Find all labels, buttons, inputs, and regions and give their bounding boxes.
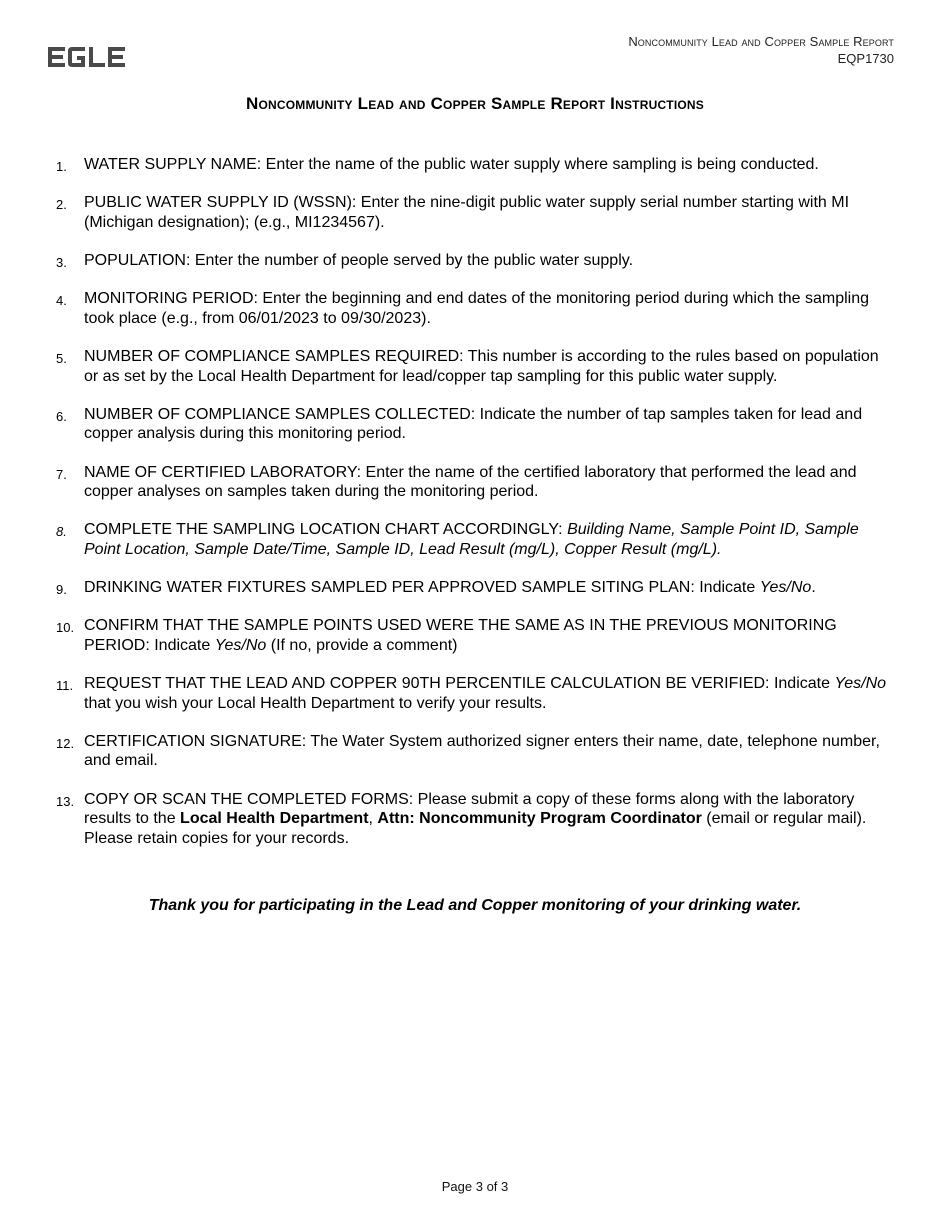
instruction-list	[0, 155, 950, 867]
list-item: 11. REQUEST THAT THE LEAD AND COPPER 90TH PERCENTILE CALCULATION BE VERIFIED: Indicate Yes/No that you wish your Local Health Department to verify your results.	[56, 675, 887, 712]
list-item: 5. NUMBER OF COMPLIANCE SAMPLES REQUIRED: This number is according to the rules based on population or as set by the Local Health Department for lead/copper tap sampling for this public water supply.	[56, 347, 879, 385]
list-item: 7. NAME OF CERTIFIED LABORATORY: Enter the name of the certified laboratory that performed the lead and copper analyses on samples taken during the monitoring period.	[56, 463, 857, 501]
list-item: 12. CERTIFICATION SIGNATURE: The Water System authorized signer enters their name, date, telephone number, and email.	[56, 732, 880, 770]
list-item: 4. MONITORING PERIOD: Enter the beginning and end dates of the monitoring period during which the sampling took place (e.g., from 06/01/2023 to 09/30/2023).	[56, 290, 870, 327]
form-title: Noncommunity Lead and Copper Sample Report	[628, 34, 894, 49]
list-item: 2. PUBLIC WATER SUPPLY ID (WSSN): Enter the nine-digit public water supply serial number starting with MI (Michigan designation); (e.g., MI1234567).	[56, 194, 850, 231]
egle-logo-icon	[47, 43, 127, 71]
list-item: 6. NUMBER OF COMPLIANCE SAMPLES COLLECTED: Indicate the number of tap samples taken for lead and copper analysis during this monitoring period.	[56, 405, 863, 443]
form-number: EQP1730	[837, 51, 894, 66]
list-item: 8. COMPLETE THE SAMPLING LOCATION CHART ACCORDINGLY: Building Name, Sample Point ID, Sample Point Location, Sample Date/Time, Sample ID, Lead Result (mg/L), Copper Result (mg/L).	[56, 521, 859, 558]
list-item: 1. WATER SUPPLY NAME: Enter the name of the public water supply where sampling is being conducted.	[56, 156, 819, 174]
form-header	[628, 33, 894, 67]
svg-text:EGLE: EGLE	[47, 43, 50, 44]
list-item: 3. POPULATION: Enter the number of people served by the public water supply.	[56, 251, 634, 270]
list-item: 13. COPY OR SCAN THE COMPLETED FORMS: Please submit a copy of these forms along with the laboratory results to the Local Health Department, Attn: Noncommunity Program Coordinator (email or regular mail). Please retain copies for your records.	[56, 790, 867, 847]
page-title: Noncommunity Lead and Copper Sample Report Instructions	[246, 94, 704, 113]
list-item: 10. CONFIRM THAT THE SAMPLE POINTS USED WERE THE SAME AS IN THE PREVIOUS MONITORING PERIOD: Indicate Yes/No (If no, provide a comment)	[56, 617, 837, 654]
page-number: Page 3 of 3	[441, 1179, 509, 1194]
list-item: 9. DRINKING WATER FIXTURES SAMPLED PER APPROVED SAMPLE SITING PLAN: Indicate Yes/No.	[56, 579, 816, 598]
thank-you-note: Thank you for participating in the Lead and Copper monitoring of your drinking water.	[148, 897, 802, 914]
